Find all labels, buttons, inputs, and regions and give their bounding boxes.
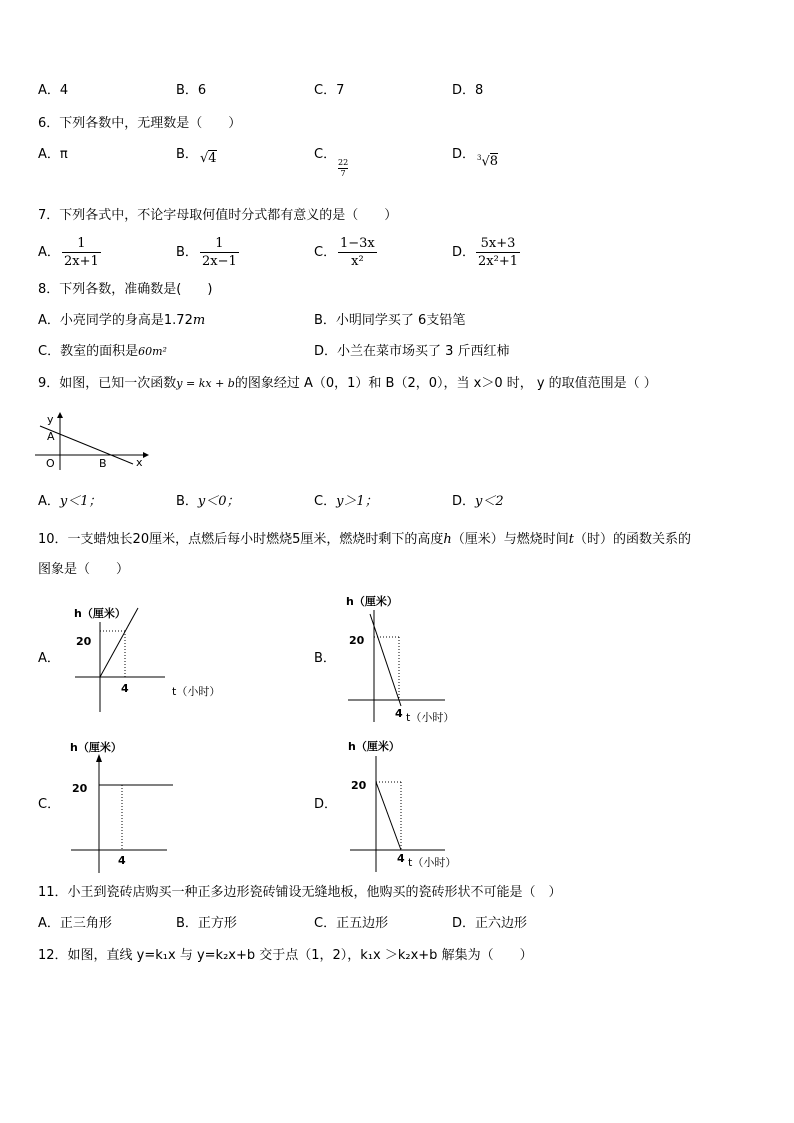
q6-option-c-fraction <box>338 158 348 179</box>
q5-option-b: B．6 <box>176 83 207 98</box>
q5-option-d: D．8 <box>452 83 484 98</box>
q7-option-b-label: B． <box>176 245 198 260</box>
q6-option-b-sqrt: √4 <box>200 151 217 166</box>
q10-stem-line1 <box>38 532 691 548</box>
q8-option-d: D．小兰在菜市场买了 3 斤西红柿 <box>314 344 510 359</box>
q9-option-b <box>176 494 240 510</box>
q10-graph-c <box>67 738 267 878</box>
q6-option-c-label: C． <box>314 147 337 162</box>
q10-graph-b <box>343 590 493 730</box>
q10a-ylabel: h（厘米） <box>74 607 126 620</box>
q9-label-b: B <box>99 457 107 470</box>
q10-option-b-label: B． <box>314 651 336 666</box>
q9-stem-pre: 9．如图，已知一次函数 <box>38 376 177 391</box>
q10b-xtick: 4 <box>395 707 403 720</box>
q7-option-a-fraction <box>62 235 101 270</box>
q8-option-a-unit: m <box>192 313 206 328</box>
q9-option-b-label: B． <box>176 494 198 509</box>
q6-option-d-index: 3 <box>477 154 482 162</box>
q11-stem: 11．小王到瓷砖店购买一种正多边形瓷砖铺设无缝地板，他购买的瓷砖形状不可能是（ ） <box>38 885 562 900</box>
q10-stem-h: h <box>443 532 452 547</box>
q8-option-b: B．小明同学买了 6支铅笔 <box>314 313 466 328</box>
q6-stem: 6．下列各数中，无理数是（ ） <box>38 116 242 131</box>
q10a-xlabel: t（小时） <box>172 685 221 698</box>
q10d-xlabel: t（小时） <box>408 856 457 869</box>
q7-option-d-numerator: 5x+3 <box>480 236 516 251</box>
q9-option-c <box>314 494 378 510</box>
q10-option-a-label: A． <box>38 651 60 666</box>
q10-stem-line2: 图象是（ ） <box>38 562 130 577</box>
q10-option-d-label: D． <box>314 797 338 812</box>
q6-option-d-cbrt: $^3$√8 <box>477 154 499 170</box>
q8-stem: 8．下列各数，准确数是( ) <box>38 282 213 297</box>
q9-stem-function: y = kx + b <box>176 377 235 390</box>
q9-option-c-expr: y＞1； <box>336 494 378 509</box>
q9-stem-post: 的图象经过 A（0，1）和 B（2，0），当 x＞0 时， y 的取值范围是（ ） <box>234 376 657 391</box>
q9-option-b-expr: y＜0； <box>197 494 240 509</box>
q6-option-d-radicand: 8 <box>489 154 499 170</box>
q8-option-c <box>38 344 167 360</box>
q7-option-a-label: A． <box>38 245 60 260</box>
q9-option-a-label: A． <box>38 494 60 509</box>
q8-option-c-text: C．教室的面积是 <box>38 344 139 359</box>
q6-option-a: A．π <box>38 147 68 162</box>
q6-option-b-radicand: 4 <box>208 151 217 166</box>
q6-option-d-label: D． <box>452 147 476 162</box>
q8-option-a-text: A．小亮同学的身高是1.72 <box>38 313 193 328</box>
q7-option-c-numerator: 1−3x <box>340 236 375 251</box>
q10b-function-line <box>370 614 401 706</box>
q7-option-c-denominator: x² <box>338 252 377 270</box>
q9-label-x: x <box>136 456 143 469</box>
q10-stem-part1: 10．一支蜡烛长20厘米，点燃后每小时燃烧5厘米，燃烧时剩下的高度 <box>38 532 444 547</box>
q10-stem-part2: （厘米）与燃烧时间 <box>451 532 569 547</box>
q10d-ytick: 20 <box>351 779 367 792</box>
q7-option-d-label: D． <box>452 245 476 260</box>
q7-option-c-label: C． <box>314 245 337 260</box>
q9-option-d <box>452 494 504 510</box>
q7-option-b-numerator: 1 <box>215 236 224 251</box>
q7-option-d-denominator: 2x²+1 <box>478 254 518 269</box>
q6-option-c-numerator: 22 <box>338 158 349 167</box>
q10-graph-a <box>70 600 270 720</box>
q10-stem-t: t <box>568 532 574 547</box>
q10b-ytick: 20 <box>349 634 365 647</box>
q11-option-b: B．正方形 <box>176 916 237 931</box>
q10-graph-d <box>345 736 495 876</box>
q9-label-o: O <box>46 457 55 470</box>
q9-option-a <box>38 494 102 510</box>
q7-option-b-fraction <box>200 235 239 270</box>
q11-option-d: D．正六边形 <box>452 916 528 931</box>
q7-option-a-denominator: 2x+1 <box>64 254 99 269</box>
q9-option-d-label: D． <box>452 494 476 509</box>
q7-option-b-denominator: 2x−1 <box>202 254 237 269</box>
q9-x-arrow <box>143 452 149 458</box>
q10d-ylabel: h（厘米） <box>348 740 400 753</box>
q7-stem: 7．下列各式中，不论字母取何值时分式都有意义的是（ ） <box>38 208 398 223</box>
q12-stem: 12．如图，直线 y=k₁x 与 y=k₂x+b 交于点（1，2），k₁x ＞k₂x+b 解集为（ ） <box>38 948 533 963</box>
q10b-ylabel: h（厘米） <box>346 595 398 608</box>
q10c-y-arrow <box>96 754 102 762</box>
q9-option-d-expr: y＜2 <box>475 494 504 509</box>
q9-y-arrow <box>57 412 63 418</box>
q5-option-a: A．4 <box>38 83 69 98</box>
q7-option-a-numerator: 1 <box>77 236 86 251</box>
q6-option-b-label: B． <box>176 147 198 162</box>
q10a-xtick: 4 <box>121 682 129 695</box>
q11-option-c: C．正五边形 <box>314 916 389 931</box>
q10d-function-line <box>376 782 401 850</box>
q9-option-a-expr: y＜1； <box>59 494 102 509</box>
q9-label-a: A <box>47 430 55 443</box>
q9-option-c-label: C． <box>314 494 337 509</box>
q10d-xtick: 4 <box>397 852 405 865</box>
q8-option-c-value: 60m² <box>138 345 167 358</box>
q10c-xtick: 4 <box>118 854 126 867</box>
q11-option-a: A．正三角形 <box>38 916 112 931</box>
q9-graph <box>35 410 165 470</box>
q7-option-d-fraction <box>476 235 520 270</box>
q8-option-a <box>38 313 205 329</box>
q10c-ylabel: h（厘米） <box>70 741 122 754</box>
q6-option-c-denominator: 7 <box>338 168 348 179</box>
q10-stem-part3: （时）的函数关系的 <box>573 532 691 547</box>
q10a-ytick: 20 <box>76 635 92 648</box>
q7-option-c-fraction <box>338 235 377 270</box>
q10c-ytick: 20 <box>72 782 88 795</box>
q5-option-c: C．7 <box>314 83 345 98</box>
q9-stem <box>38 376 657 392</box>
q9-label-y: y <box>47 413 54 426</box>
q10-option-c-label: C． <box>38 797 61 812</box>
q10b-xlabel: t（小时） <box>406 711 455 724</box>
